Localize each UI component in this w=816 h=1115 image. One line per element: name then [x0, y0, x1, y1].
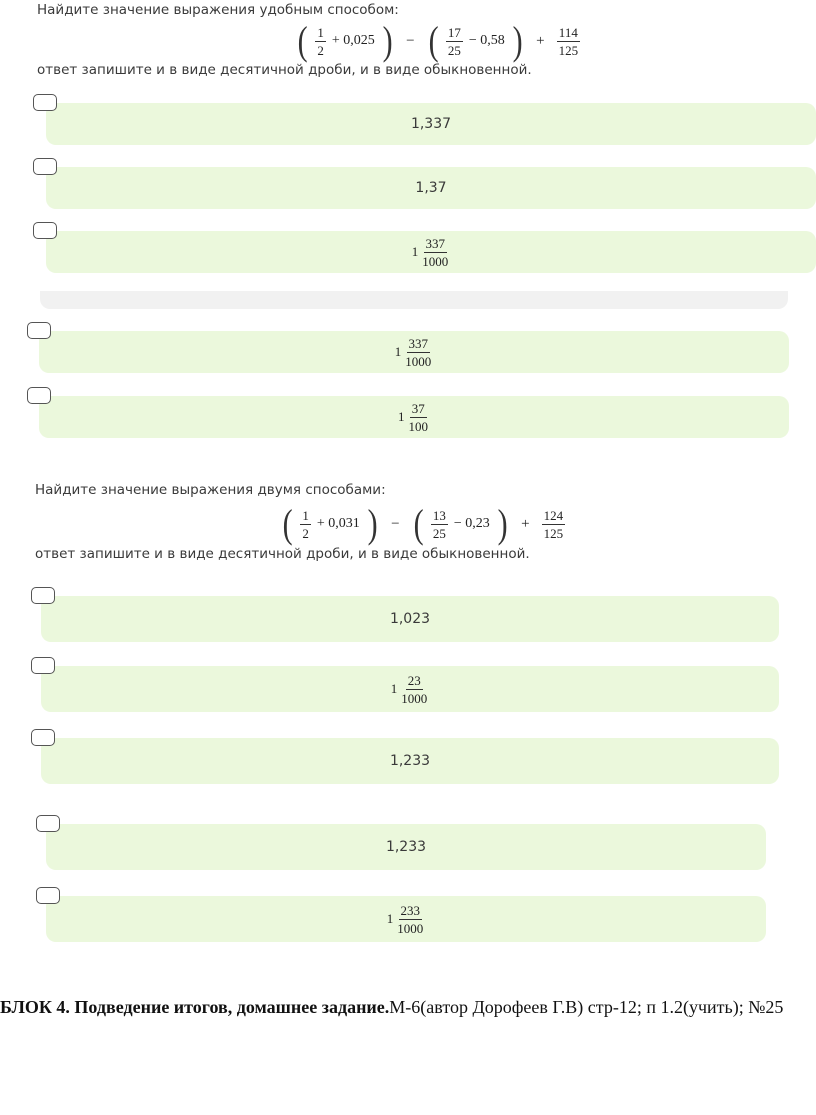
numerator: 124 [543, 507, 564, 523]
fraction [300, 508, 311, 541]
option-text: 1,233 [389, 753, 431, 769]
answer-option[interactable] [46, 824, 766, 870]
numerator: 233 [400, 902, 420, 918]
whole-part: 1 [411, 244, 419, 259]
term: + 0,031 [316, 516, 360, 531]
mixed-number [398, 401, 430, 434]
denominator: 125 [543, 525, 564, 541]
fraction [399, 673, 429, 706]
fraction [557, 25, 581, 58]
denominator: 125 [558, 42, 579, 58]
question-2-subtitle: ответ запишите и в виде десятичной дроби, и в виде обыкновенной. [35, 546, 530, 562]
mixed-number [395, 336, 434, 369]
option-text: 1,023 [389, 611, 431, 627]
fraction [431, 508, 448, 541]
answer-option[interactable] [39, 331, 789, 373]
mixed-number [412, 236, 451, 269]
term: − 0,23 [453, 516, 490, 531]
answer-checkbox[interactable] [31, 729, 55, 746]
whole-part: 1 [394, 344, 402, 359]
question-1-subtitle: ответ запишите и в виде десятичной дроби, и в виде обыкновенной. [37, 62, 532, 78]
question-1-formula [296, 18, 580, 63]
denominator: 1000 [401, 690, 428, 706]
fraction [542, 508, 566, 541]
answer-checkbox[interactable] [33, 158, 57, 175]
right-paren: ) [512, 18, 523, 63]
fraction [403, 336, 433, 369]
right-paren: ) [367, 501, 378, 546]
divider-strip [40, 291, 788, 309]
answer-checkbox[interactable] [27, 387, 51, 404]
answer-checkbox[interactable] [33, 222, 57, 239]
numerator: 23 [407, 672, 421, 688]
question-2-title: Найдите значение выражения двумя способами: [35, 482, 386, 498]
left-paren: ( [413, 501, 424, 546]
denominator: 2 [302, 525, 309, 541]
denominator: 100 [408, 418, 428, 434]
numerator: 1 [302, 507, 309, 523]
term: + 0,025 [331, 33, 375, 48]
whole-part: 1 [386, 911, 394, 926]
answer-checkbox[interactable] [33, 94, 57, 111]
fraction [315, 25, 326, 58]
fraction [446, 25, 463, 58]
left-paren: ( [428, 18, 439, 63]
right-paren: ) [497, 501, 508, 546]
operator: + [536, 32, 545, 49]
denominator: 1000 [422, 253, 449, 269]
denominator: 1000 [397, 920, 424, 936]
operator: − [391, 515, 400, 532]
answer-checkbox[interactable] [27, 322, 51, 339]
mixed-number [387, 903, 426, 936]
question-2-formula [281, 501, 565, 546]
operator: − [406, 32, 415, 49]
answer-checkbox[interactable] [36, 815, 60, 832]
question-1-title: Найдите значение выражения удобным способом: [37, 2, 399, 18]
answer-option[interactable] [46, 103, 816, 145]
fraction [395, 903, 425, 936]
fraction [407, 401, 431, 434]
left-paren: ( [297, 18, 308, 63]
numerator: 337 [425, 235, 445, 251]
answer-option[interactable] [46, 231, 816, 273]
option-text: 1,337 [410, 116, 452, 132]
answer-checkbox[interactable] [36, 887, 60, 904]
homework-text: М-6(автор Дорофеев Г.В) стр-12; п 1.2(учить); №25 [389, 997, 784, 1017]
answer-option[interactable] [39, 396, 789, 438]
option-text: 1,37 [415, 180, 447, 196]
right-paren: ) [382, 18, 393, 63]
answer-option[interactable] [41, 666, 779, 712]
whole-part: 1 [398, 409, 405, 424]
answer-option[interactable] [46, 896, 766, 942]
term: − 0,58 [468, 33, 505, 48]
fraction [420, 236, 450, 269]
mixed-number [391, 673, 430, 706]
operator: + [521, 515, 530, 532]
numerator: 17 [447, 24, 461, 40]
denominator: 1000 [405, 353, 432, 369]
numerator: 1 [317, 24, 324, 40]
homework-block [0, 993, 800, 1022]
block-heading: БЛОК 4. Подведение итогов, домашнее задание. [0, 997, 390, 1017]
answer-option[interactable] [41, 596, 779, 642]
numerator: 114 [558, 24, 578, 40]
numerator: 37 [411, 400, 425, 416]
denominator: 25 [432, 525, 446, 541]
whole-part: 1 [390, 681, 398, 696]
numerator: 13 [432, 507, 446, 523]
left-paren: ( [282, 501, 293, 546]
option-text: 1,233 [385, 839, 427, 855]
denominator: 2 [317, 42, 324, 58]
answer-option[interactable] [41, 738, 779, 784]
numerator: 337 [408, 335, 428, 351]
answer-checkbox[interactable] [31, 657, 55, 674]
denominator: 25 [447, 42, 461, 58]
answer-option[interactable] [46, 167, 816, 209]
answer-checkbox[interactable] [31, 587, 55, 604]
